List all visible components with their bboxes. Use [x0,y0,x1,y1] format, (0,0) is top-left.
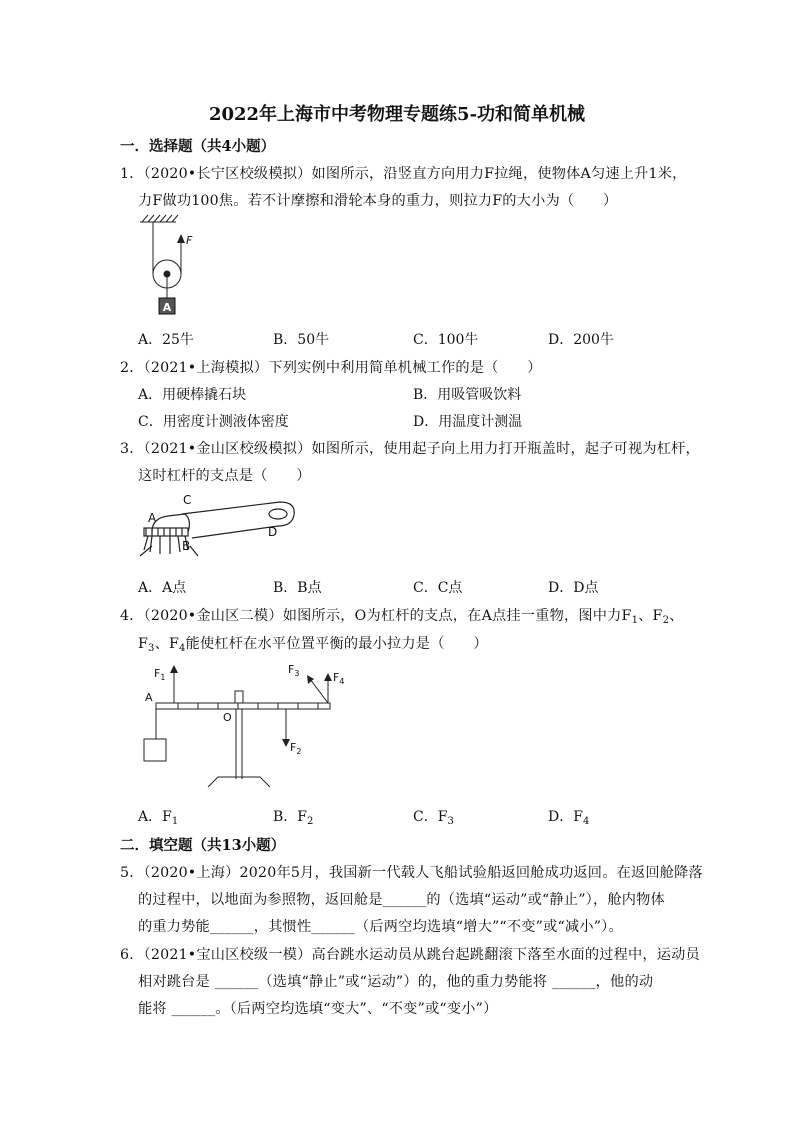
q2-option-a[interactable]: A．用硬棒撬石块 [138,387,247,403]
q3-label-a: A [148,511,157,525]
q6-stem-line1: 6．（2021•宝山区校级一模）高台跳水运动员从跳台起跳翻滚下落至水面的过程中，运动员 [120,947,700,963]
q1-option-a[interactable]: A．25牛 [138,332,194,348]
q5-stem-line3: 的重力势能______，其惯性______（后两空均选填“增大”“不变”或“减小”）。 [138,919,623,935]
q4-stem-line1: 4．（2020•金山区二模）如图所示，O为杠杆的支点，在A点挂一重物，图中力$F_1$、$F_2$、 [120,608,684,626]
q3-option-a[interactable]: A．A点 [138,580,187,596]
q1-option-c[interactable]: C．100牛 [413,332,479,348]
page-title: 2022年上海市中考物理专题练5-功和简单机械 [208,104,586,125]
q2-option-d[interactable]: D．用温度计测温 [413,414,523,430]
q4-option-a[interactable]: A．$F_1$ [138,809,179,827]
q4-fig-o: O [223,711,232,724]
q1-stem-line2: 力F做功100焦。若不计摩擦和滑轮本身的重力，则拉力F的大小为（ ） [138,193,618,209]
q1-block-label: A [162,301,172,314]
q1-option-b[interactable]: B．50牛 [273,332,330,348]
q3-option-d[interactable]: D．D点 [548,580,599,596]
q3-stem-line1: 3．（2021•金山区校级模拟）如图所示，使用起子向上用力打开瓶盖时，起子可视为杠杆， [120,441,700,457]
q4-option-d[interactable]: D．$F_4$ [548,809,590,827]
q3-option-c[interactable]: C．C点 [413,580,463,596]
q2-option-c[interactable]: C．用密度计测液体密度 [138,414,289,430]
q1-force-label: F [186,234,193,247]
section-heading-fill: 二．填空题（共13小题） [120,837,286,854]
q4-fig-f4: $F_4$ [333,671,345,686]
q3-option-b[interactable]: B．B点 [273,580,322,596]
q6-stem-line3: 能将 ______。（后两空均选填“变大”、“不变”或“变小”） [138,1001,498,1017]
q4-fig-f3: $F_3$ [288,663,300,678]
q4-fig-f2: $F_2$ [290,741,302,756]
q3-bottle-opener-figure [130,490,300,570]
q5-stem-line2: 的过程中，以地面为参照物，返回舱是______的（选填“运动”或“静止”），舱内物体 [138,892,665,908]
q5-stem-line1: 5．（2020•上海）2020年5月，我国新一代载人飞船试验船返回舱成功返回。在返回舱降落 [120,865,703,881]
q2-stem: 2．（2021•上海模拟）下列实例中利用简单机械工作的是（ ） [120,360,542,376]
q3-label-d: D [268,525,278,539]
q3-stem-line2: 这时杠杆的支点是（ ） [138,468,311,484]
section-heading-choice: 一．选择题（共4小题） [120,138,276,155]
q4-stem-line2: $F_3$、$F_4$能使杠杆在水平位置平衡的最小拉力是（ ） [138,636,488,654]
q1-option-d[interactable]: D．200牛 [548,332,614,348]
q4-option-c[interactable]: C．$F_3$ [413,809,454,827]
q4-lever-figure [138,655,358,795]
q2-option-b[interactable]: B．用吸管吸饮料 [413,387,522,403]
q1-pulley-figure [136,212,206,322]
q6-stem-line2: 相对跳台是 ______（选填“静止”或“运动”）的，他的重力势能将 ______，他的动 [138,974,654,990]
q1-stem-line1: 1．（2020•长宁区校级模拟）如图所示，沿竖直方向用力F拉绳，使物体A匀速上升1米， [120,166,687,182]
q4-fig-a: A [145,691,153,704]
q3-label-c: C [183,493,192,507]
q3-label-b: B [182,539,191,553]
q4-fig-f1: $F_1$ [154,667,166,682]
q4-option-b[interactable]: B．$F_2$ [273,809,314,827]
